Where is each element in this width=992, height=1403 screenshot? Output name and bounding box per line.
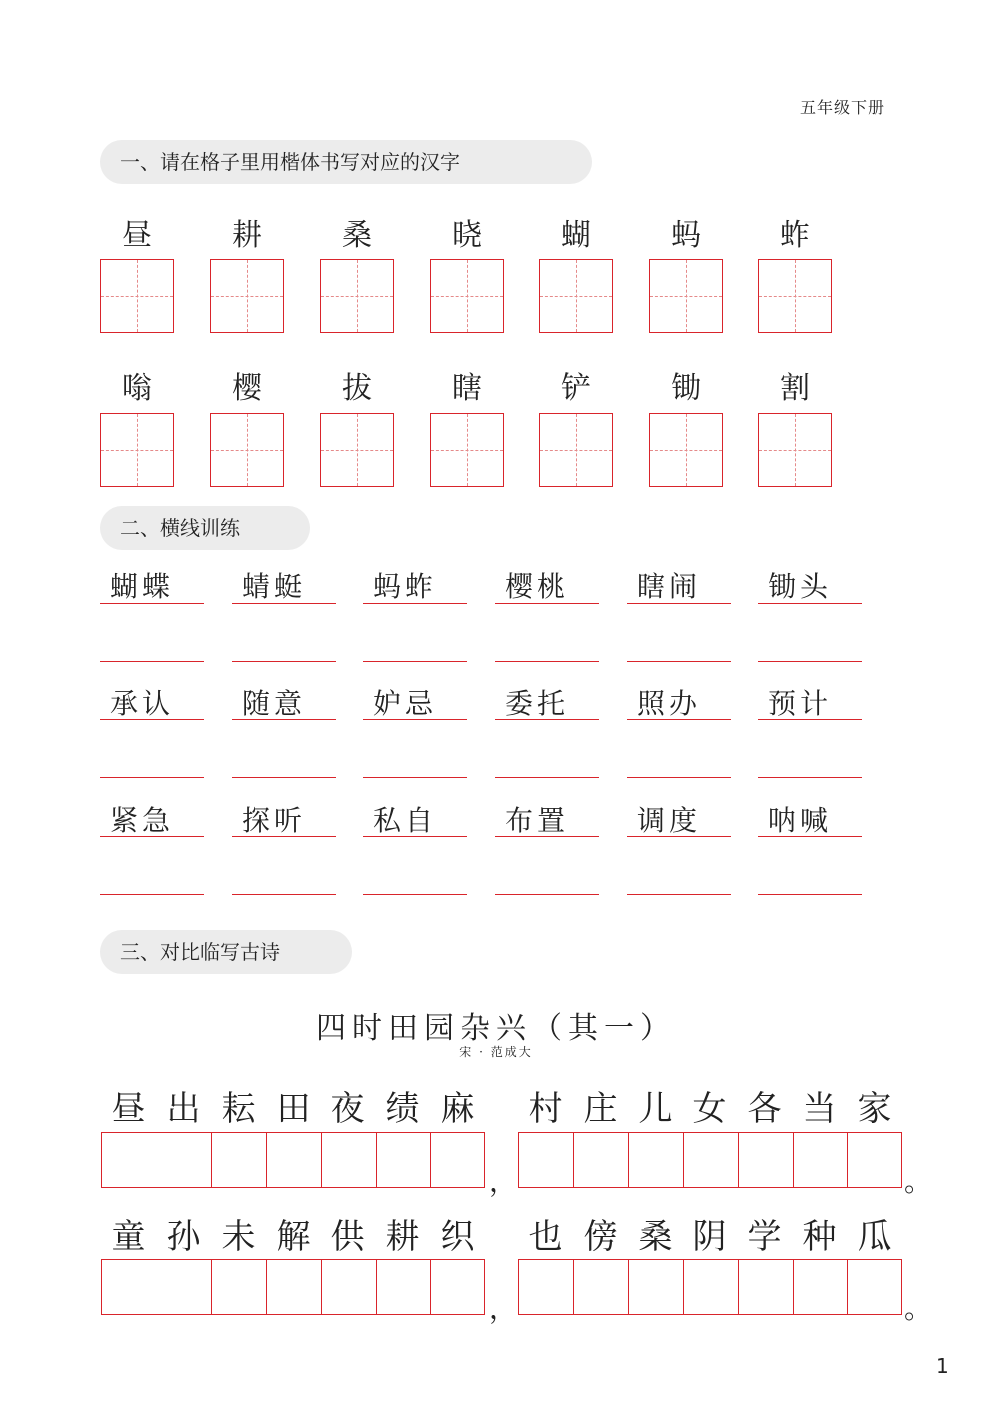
tian-grid-box[interactable]: [100, 259, 174, 333]
prompt-char: 割: [780, 371, 810, 406]
practice-word: 呐喊: [768, 804, 833, 837]
poem-char: 耘: [221, 1089, 256, 1129]
poem-char: 桑: [638, 1217, 673, 1257]
writing-line[interactable]: [363, 777, 467, 778]
underline: [232, 719, 336, 720]
practice-word: 蜻蜓: [242, 570, 307, 603]
prompt-char: 桑: [342, 218, 372, 253]
writing-line[interactable]: [495, 777, 599, 778]
prompt-char: 耕: [232, 218, 262, 253]
writing-line[interactable]: [627, 777, 731, 778]
poem-char: 解: [276, 1217, 311, 1257]
practice-word: 锄头: [768, 570, 833, 603]
poem-char: 织: [440, 1217, 475, 1257]
tian-grid-box[interactable]: [649, 413, 723, 487]
section-title-1: 一、请在格子里用楷体书写对应的汉字: [100, 140, 592, 184]
practice-word: 承认: [110, 687, 175, 720]
section-title-2: 二、横线训练: [100, 506, 310, 550]
underline: [495, 836, 599, 837]
underline: [232, 836, 336, 837]
practice-word: 樱桃: [505, 570, 570, 603]
poem-char: 出: [166, 1089, 201, 1129]
prompt-char: 嗡: [122, 371, 152, 406]
period-mark: 。: [904, 1292, 933, 1325]
tian-grid-box[interactable]: [539, 413, 613, 487]
poem-char: 种: [802, 1217, 837, 1257]
writing-line[interactable]: [363, 661, 467, 662]
underline: [627, 603, 731, 604]
practice-word: 妒忌: [373, 687, 438, 720]
writing-line[interactable]: [758, 777, 862, 778]
practice-word: 随意: [242, 687, 307, 720]
practice-word: 蝴蝶: [110, 570, 175, 603]
underline: [627, 836, 731, 837]
writing-line[interactable]: [232, 894, 336, 895]
poem-char: 田: [276, 1089, 311, 1129]
writing-grid[interactable]: [101, 1259, 485, 1315]
writing-line[interactable]: [627, 661, 731, 662]
poem-char: 耕: [385, 1217, 420, 1257]
underline: [495, 603, 599, 604]
tian-grid-box[interactable]: [649, 259, 723, 333]
prompt-char: 蚱: [780, 218, 810, 253]
prompt-char: 拔: [342, 371, 372, 406]
writing-line[interactable]: [627, 894, 731, 895]
practice-word: 蚂蚱: [373, 570, 438, 603]
poem-char: 孙: [166, 1217, 201, 1257]
tian-grid-box[interactable]: [210, 413, 284, 487]
poem-char: 阴: [692, 1217, 727, 1257]
tian-grid-box[interactable]: [320, 259, 394, 333]
poem-char: 庄: [583, 1089, 618, 1129]
section-title-3: 三、对比临写古诗: [100, 930, 352, 974]
prompt-char: 瞎: [452, 371, 482, 406]
underline: [758, 836, 862, 837]
underline: [100, 603, 204, 604]
grade-label: 五年级下册: [800, 98, 886, 117]
poem-char: 村: [528, 1089, 563, 1129]
writing-line[interactable]: [100, 777, 204, 778]
page-number: 1: [936, 1354, 949, 1378]
prompt-char: 樱: [232, 371, 262, 406]
prompt-char: 蚂: [671, 218, 701, 253]
poem-char: 童: [111, 1217, 146, 1257]
underline: [363, 719, 467, 720]
practice-word: 布置: [505, 804, 570, 837]
writing-line[interactable]: [495, 661, 599, 662]
poem-title: 四时田园杂兴（其一）: [316, 1011, 676, 1046]
tian-grid-box[interactable]: [210, 259, 284, 333]
writing-grid[interactable]: [518, 1132, 902, 1188]
tian-grid-box[interactable]: [320, 413, 394, 487]
poem-char: 学: [747, 1217, 782, 1257]
prompt-char: 晓: [452, 218, 482, 253]
writing-grid[interactable]: [101, 1132, 485, 1188]
underline: [758, 719, 862, 720]
poem-char: 夜: [330, 1089, 365, 1129]
poem-char: 女: [692, 1089, 727, 1129]
tian-grid-box[interactable]: [758, 413, 832, 487]
prompt-char: 锄: [671, 371, 701, 406]
practice-word: 预计: [768, 687, 833, 720]
writing-line[interactable]: [232, 777, 336, 778]
writing-line[interactable]: [363, 894, 467, 895]
poem-char: 瓜: [857, 1217, 892, 1257]
practice-word: 探听: [242, 804, 307, 837]
practice-word: 调度: [637, 804, 702, 837]
underline: [627, 719, 731, 720]
practice-word: 瞎闹: [637, 570, 702, 603]
underline: [495, 719, 599, 720]
comma-mark: ，: [489, 1292, 518, 1325]
underline: [758, 603, 862, 604]
underline: [232, 603, 336, 604]
poem-char: 也: [528, 1217, 563, 1257]
writing-line[interactable]: [495, 894, 599, 895]
writing-line[interactable]: [232, 661, 336, 662]
tian-grid-box[interactable]: [758, 259, 832, 333]
tian-grid-box[interactable]: [430, 413, 504, 487]
writing-line[interactable]: [758, 661, 862, 662]
poem-char: 儿: [638, 1089, 673, 1129]
poem-char: 各: [747, 1089, 782, 1129]
poem-char: 傍: [583, 1217, 618, 1257]
poem-char: 供: [330, 1217, 365, 1257]
poem-char: 当: [802, 1089, 837, 1129]
poem-char: 昼: [111, 1089, 146, 1129]
poem-char: 绩: [385, 1089, 420, 1129]
tian-grid-box[interactable]: [430, 259, 504, 333]
writing-grid[interactable]: [518, 1259, 902, 1315]
practice-word: 委托: [505, 687, 570, 720]
poem-char: 未: [221, 1217, 256, 1257]
underline: [100, 836, 204, 837]
prompt-char: 铲: [561, 371, 591, 406]
writing-line[interactable]: [100, 894, 204, 895]
comma-mark: ，: [489, 1165, 518, 1198]
tian-grid-box[interactable]: [100, 413, 174, 487]
practice-word: 照办: [637, 687, 702, 720]
prompt-char: 蝴: [561, 218, 591, 253]
tian-grid-box[interactable]: [539, 259, 613, 333]
underline: [363, 836, 467, 837]
underline: [363, 603, 467, 604]
practice-word: 紧急: [110, 804, 175, 837]
poem-char: 家: [857, 1089, 892, 1129]
underline: [100, 719, 204, 720]
writing-line[interactable]: [100, 661, 204, 662]
poem-char: 麻: [440, 1089, 475, 1129]
poem-author: 宋 · 范成大: [459, 1045, 533, 1059]
writing-line[interactable]: [758, 894, 862, 895]
prompt-char: 昼: [122, 218, 152, 253]
practice-word: 私自: [373, 804, 438, 837]
period-mark: 。: [904, 1165, 933, 1198]
